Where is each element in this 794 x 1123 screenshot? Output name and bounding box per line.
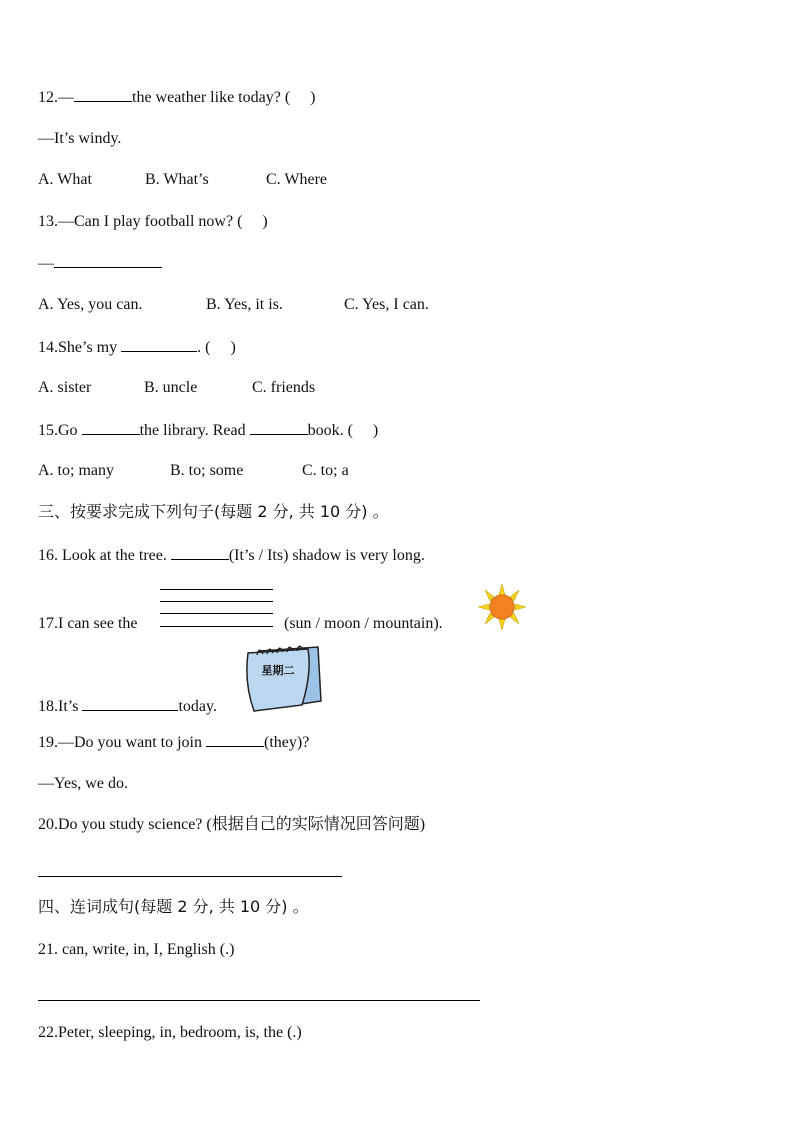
q15-stem: 15.Go the library. Read book. ( ) xyxy=(38,422,379,439)
q17-guide-line-3 xyxy=(160,613,273,614)
q14-stem: 14.She’s my . ( ) xyxy=(38,339,236,356)
q12-option-a[interactable]: A. What xyxy=(38,171,92,188)
q17-guide-line-1 xyxy=(160,589,273,590)
q15-blank-2[interactable] xyxy=(250,420,308,435)
calendar-icon xyxy=(242,643,324,713)
q13-blank[interactable] xyxy=(54,253,162,268)
q14-options xyxy=(38,378,315,398)
q18-blank[interactable] xyxy=(82,696,178,711)
q12-stem: 12.— the weather like today? ( ) xyxy=(38,89,316,106)
q12-option-c[interactable]: C. Where xyxy=(266,171,328,188)
q14-option-a[interactable]: A. sister xyxy=(38,379,92,396)
section-4-title: 四、连词成句(每题 2 分, 共 10 分) 。 xyxy=(38,897,309,916)
q21-answer-line[interactable] xyxy=(38,1000,480,1001)
q15-option-c[interactable]: C. to; a xyxy=(302,462,349,479)
q12-blank[interactable] xyxy=(74,87,132,102)
q14-option-c[interactable]: C. friends xyxy=(252,379,316,396)
q16-blank[interactable] xyxy=(171,545,229,560)
q13-answer: — xyxy=(38,253,162,274)
q13-option-b[interactable]: B. Yes, it is. xyxy=(206,296,283,313)
sun-icon xyxy=(478,584,526,630)
q20-stem: 20.Do you study science? (根据自己的实际情况回答问题) xyxy=(38,816,426,833)
q19-stem: 19.—Do you want to join (they)? xyxy=(38,734,310,751)
q15-options xyxy=(38,461,349,481)
q12-options xyxy=(38,170,327,190)
q17-guide-line-4[interactable] xyxy=(160,626,273,627)
q14-option-b[interactable]: B. uncle xyxy=(144,379,198,396)
q16-stem: 16. Look at the tree. (It’s / Its) shadow is very long. xyxy=(38,547,425,564)
q13-options xyxy=(38,295,429,315)
q17-suffix: (sun / moon / mountain). xyxy=(284,615,443,632)
q19-blank[interactable] xyxy=(206,732,264,747)
q17-guide-line-2 xyxy=(160,601,273,602)
q22-stem: 22.Peter, sleeping, in, bedroom, is, the (.) xyxy=(38,1024,302,1041)
q20-answer-line[interactable] xyxy=(38,876,342,877)
calendar-day-label: 星期二 xyxy=(261,664,295,677)
q12-option-b[interactable]: B. What’s xyxy=(145,171,209,188)
q13-option-c[interactable]: C. Yes, I can. xyxy=(344,296,429,313)
q15-option-a[interactable]: A. to; many xyxy=(38,462,114,479)
q15-blank-1[interactable] xyxy=(82,420,140,435)
q17-prefix: 17.I can see the xyxy=(38,615,138,632)
q13-stem: 13.—Can I play football now? ( ) xyxy=(38,213,268,230)
q18-stem: 18.It’s today. xyxy=(38,698,217,715)
q14-blank[interactable] xyxy=(121,337,197,352)
q15-option-b[interactable]: B. to; some xyxy=(170,462,244,479)
q21-stem: 21. can, write, in, I, English (.) xyxy=(38,941,235,958)
section-3-title: 三、按要求完成下列句子(每题 2 分, 共 10 分) 。 xyxy=(38,502,389,521)
q13-option-a[interactable]: A. Yes, you can. xyxy=(38,296,143,313)
q19-answer: —Yes, we do. xyxy=(38,775,128,792)
q12-answer: —It’s windy. xyxy=(38,130,122,147)
